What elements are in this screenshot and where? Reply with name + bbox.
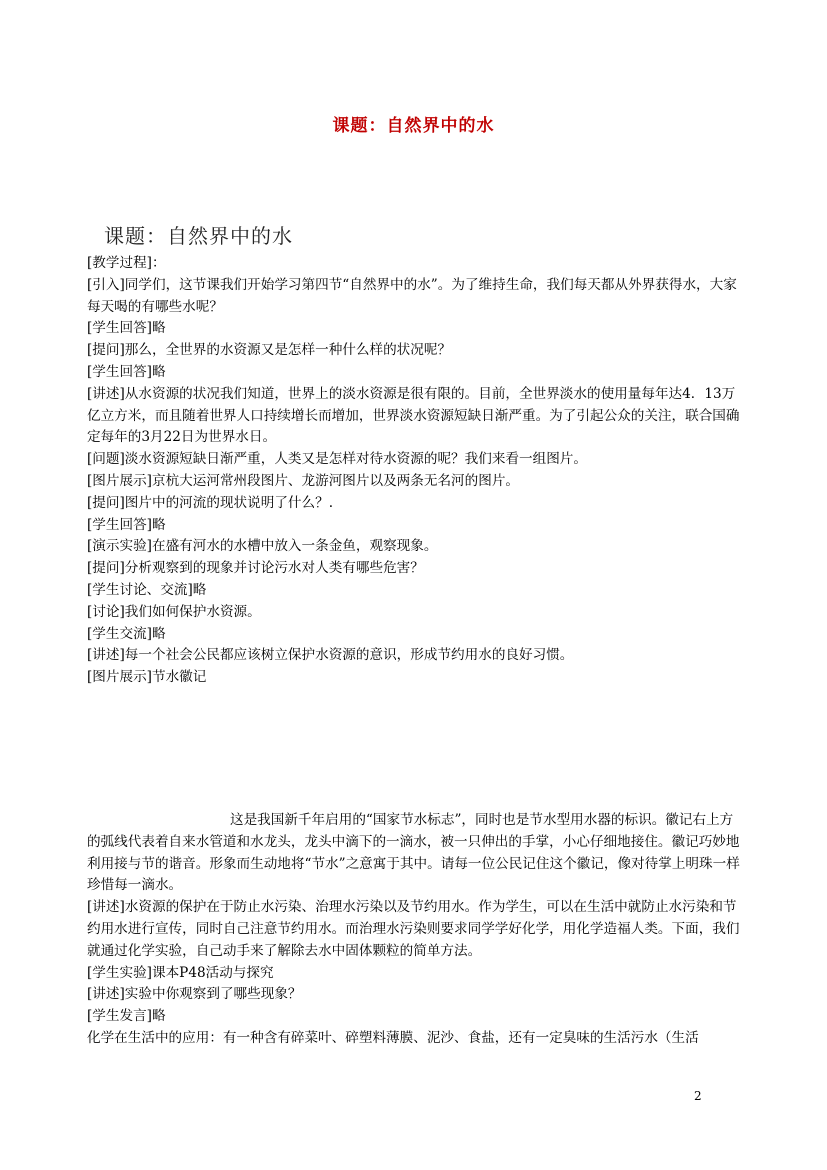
paragraph: [问题]淡水资源短缺日渐严重，人类又是怎样对待水资源的呢？我们来看一组图片。 [87, 451, 587, 468]
paragraph: [学生实验]课本P48活动与探究 [87, 964, 274, 981]
paragraph: [讲述]每一个社会公民都应该树立保护水资源的意识，形成节约用水的良好习惯。 [87, 647, 574, 664]
paragraph: [讲述]实验中你观察到了哪些现象？ [87, 986, 302, 1003]
paragraph: [讲述]水资源的保护在于防止水污染、治理水污染以及节约用水。作为学生，可以在生活中就防止水污染和节约用水进行宣传，同时自己注意节约用水。而治理水污染则要求同学学好化学，用化学造福人类。下面，我们就通过化学实验，自己动手来了解除去水中固体颗粒的简单方法。 [87, 899, 740, 959]
body-text-continued [87, 810, 743, 1050]
paragraph: [学生交流]略 [87, 625, 166, 642]
paragraph: [提问]那么，全世界的水资源又是怎样一种什么样的状况呢？ [87, 342, 452, 359]
paragraph: [学生讨论、交流]略 [87, 581, 207, 598]
page-number: 2 [694, 1089, 702, 1103]
paragraph: [学生回答]略 [87, 516, 166, 533]
paragraph: [学生回答]略 [87, 363, 166, 380]
page-title: 课题：自然界中的水 [332, 116, 495, 136]
paragraph: [图片展示]节水徽记 [87, 669, 207, 686]
paragraph: [提问]分析观察到的现象并讨论污水对人类有哪些危害？ [87, 560, 424, 577]
body-text [87, 253, 743, 689]
paragraph: [教学过程]： [87, 255, 166, 271]
paragraph: [学生发言]略 [87, 1008, 166, 1025]
paragraph: [学生回答]略 [87, 320, 166, 337]
paragraph: 这是我国新千年启用的“国家节水标志”，同时也是节水型用水器的标识。徽记右上方的弧线代表着自来水管道和水龙头，龙头中滴下的一滴水，被一只伸出的手掌，小心仔细地接住。徽记巧妙地利用接与节的谐音。形象而生动地将“节水”之意寓于其中。请每一位公民记住这个徽记，像对待掌上明珠一样珍惜每一滴水。 [87, 812, 740, 894]
paragraph: [讨论]我们如何保护水资源。 [87, 603, 261, 620]
section-heading: 课题：自然界中的水 [104, 224, 293, 248]
paragraph: [图片展示]京杭大运河常州段图片、龙游河图片以及两条无名河的图片。 [87, 472, 520, 489]
paragraph: [演示实验]在盛有河水的水槽中放入一条金鱼，观察现象。 [87, 538, 438, 555]
paragraph: 化学在生活中的应用：有一种含有碎菜叶、碎塑料薄膜、泥沙、食盐，还有一定臭味的生活污水（生活 [87, 1029, 699, 1046]
paragraph: [引入]同学们，这节课我们开始学习第四节“自然界中的水”。为了维持生命，我们每天都从外界获得水，大家每天喝的有哪些水呢？ [87, 276, 737, 315]
paragraph: [提问]图片中的河流的现状说明了什么？. [87, 494, 334, 511]
paragraph: [讲述]从水资源的状况我们知道，世界上的淡水资源是很有限的。目前，全世界淡水的使用量每年达4．13万亿立方米，而且随着世界人口持续增长而增加，世界淡水资源短缺日渐严重。为了引起公众的关注，联合国确定每年的3月22日为世界水日。 [87, 385, 740, 446]
